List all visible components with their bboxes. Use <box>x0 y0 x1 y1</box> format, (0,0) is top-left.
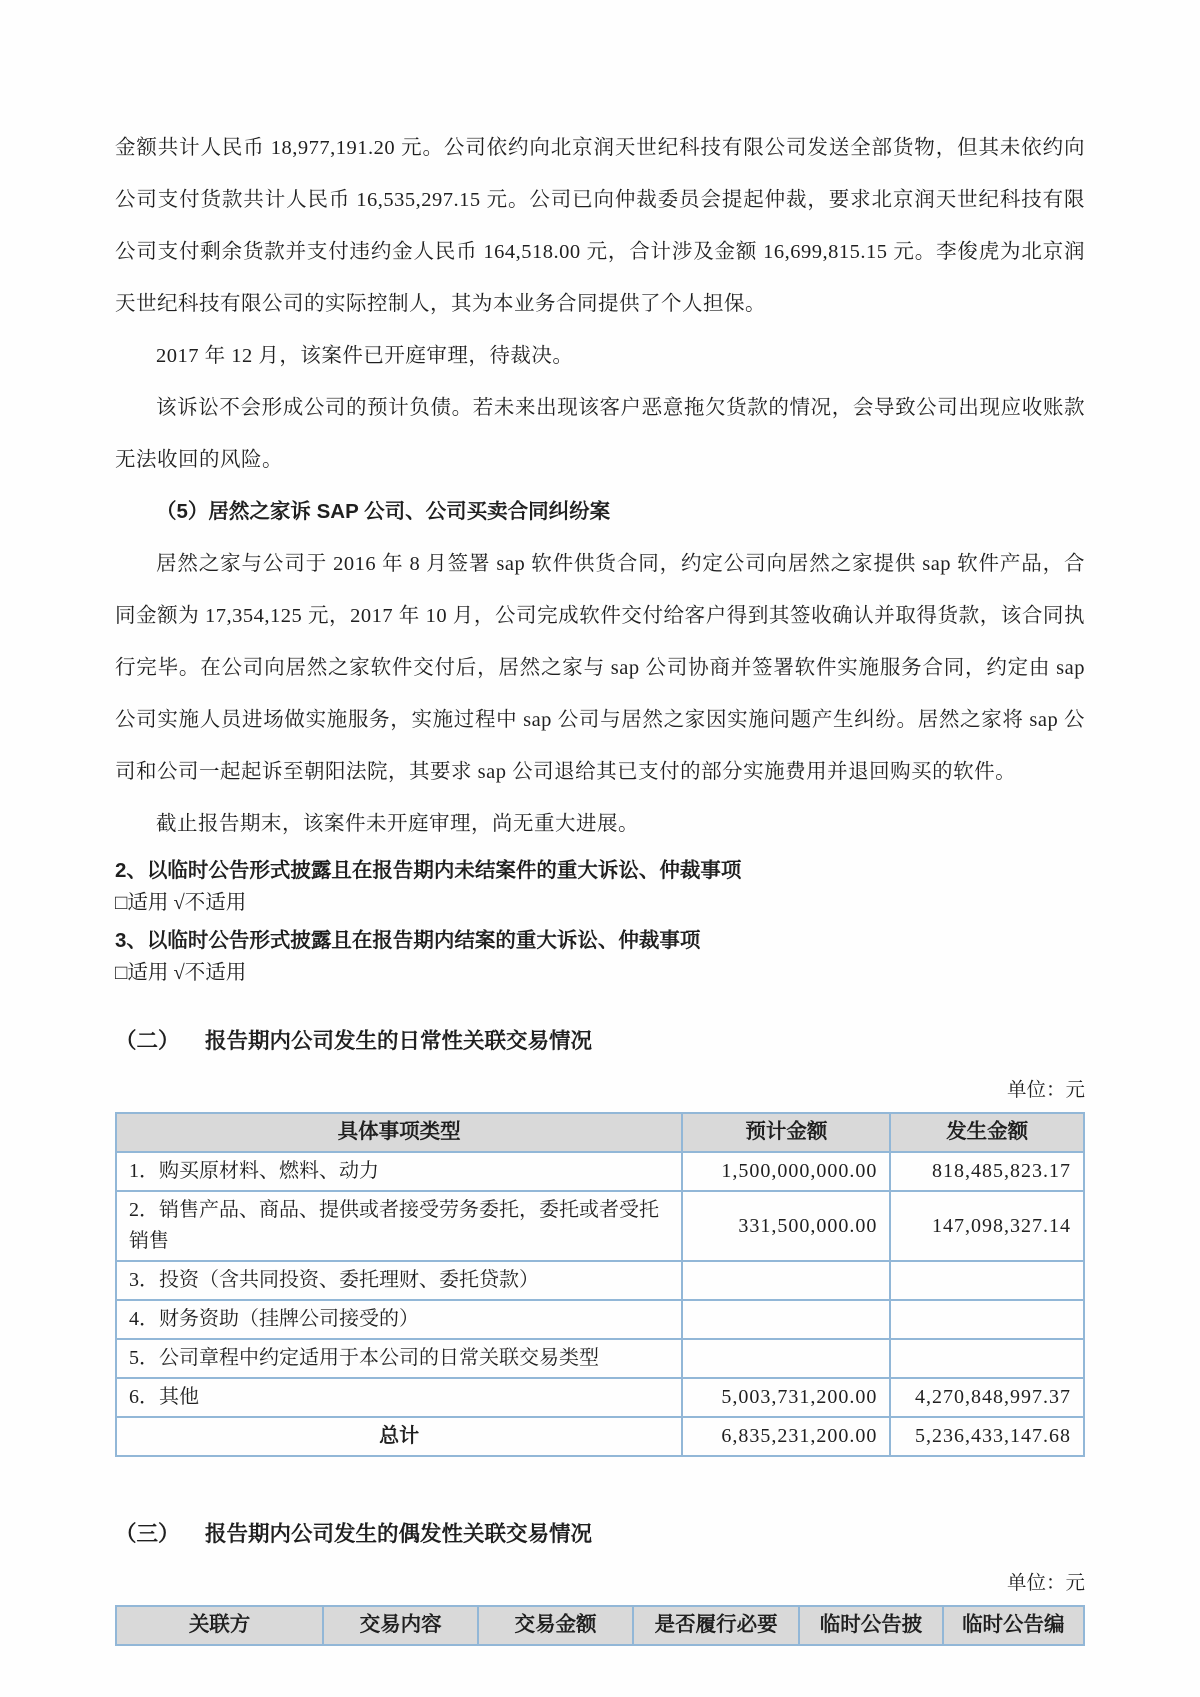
cell-expected-amount: 1,500,000,000.00 <box>682 1152 890 1191</box>
cell-type: 4．财务资助（挂牌公司接受的） <box>116 1300 682 1339</box>
column-header-announcement-number: 临时公告编 <box>943 1606 1084 1645</box>
column-header-transaction-amount: 交易金额 <box>478 1606 633 1645</box>
cell-type: 2．销售产品、商品、提供或者接受劳务委托，委托或者受托销售 <box>116 1191 682 1261</box>
column-header-transaction-content: 交易内容 <box>323 1606 478 1645</box>
incidental-transactions-table <box>115 1605 1085 1646</box>
table-header-row <box>116 1606 1084 1645</box>
daily-transactions-table <box>115 1112 1085 1457</box>
table-row <box>116 1152 1084 1191</box>
column-header-expected: 预计金额 <box>682 1113 890 1152</box>
table-row <box>116 1300 1084 1339</box>
unit-label: 单位：元 <box>1006 1080 1085 1101</box>
cell-type: 3．投资（含共同投资、委托理财、委托贷款） <box>116 1261 682 1300</box>
section-daily-heading <box>115 1026 1085 1056</box>
section-number: （二） <box>115 1029 180 1053</box>
section-number: （三） <box>115 1522 180 1546</box>
cell-total-label: 总计 <box>116 1417 682 1456</box>
cell-actual-amount <box>890 1261 1084 1300</box>
paragraph-case5-body: 居然之家与公司于 2016 年 8 月签署 sap 软件供货合同，约定公司向居然之家提供 sap 软件产品，合同金额为 17,354,125 元，2017 年 10 月，公司完成软件交付给客户得到其签收确认并取得货款，该合同执行完毕。在公司向居然之家软件交付后，居然之家与 sap 公司协商并签署软件实施服务合同，约定由 sap 公司实施人员进场做实施服务，实施过程中 sap 公司与居然之家因实施问题产生纠纷。居然之家将 sap 公司和公司一起起诉至朝阳法院，其要求 sap 公司退给其已支付的部分实施费用并退回购买的软件。 <box>115 553 1085 783</box>
cell-type: 1．购买原材料、燃料、动力 <box>116 1152 682 1191</box>
paragraph-continuation: 金额共计人民币 18,977,191.20 元。公司依约向北京润天世纪科技有限公司发送全部货物，但其未依约向公司支付货款共计人民币 16,535,297.15 元。公司已向仲裁委员会提起仲裁，要求北京润天世纪科技有限公司支付剩余货款并支付违约金人民币 164,518.00 元，合计涉及金额 16,699,815.15 元。李俊虎为北京润天世纪科技有限公司的实际控制人，其为本业务合同提供了个人担保。 <box>115 137 1085 315</box>
column-header-announcement-disclosure: 临时公告披 <box>799 1606 942 1645</box>
paragraph-hearing-status: 2017 年 12 月，该案件已开庭审理，待裁决。 <box>156 345 574 367</box>
cell-expected-amount <box>682 1300 890 1339</box>
item3-applicability: □适用 √不适用 <box>115 962 247 984</box>
cell-expected-amount <box>682 1339 890 1378</box>
table-row <box>116 1191 1084 1261</box>
column-header-type: 具体事项类型 <box>116 1113 682 1152</box>
column-header-necessary-procedure: 是否履行必要 <box>633 1606 799 1645</box>
total-row <box>116 1417 1084 1456</box>
paragraph-litigation-risk: 该诉讼不会形成公司的预计负债。若未来出现该客户恶意拖欠货款的情况，会导致公司出现应收账款无法收回的风险。 <box>115 397 1085 471</box>
section-title: 报告期内公司发生的偶发性关联交易情况 <box>205 1522 593 1546</box>
item3-heading: 3、以临时公告形式披露且在报告期内结案的重大诉讼、仲裁事项 <box>115 929 701 952</box>
column-header-related-party: 关联方 <box>116 1606 323 1645</box>
table-header-row <box>116 1113 1084 1152</box>
item2-applicability: □适用 √不适用 <box>115 892 247 914</box>
table-row <box>116 1339 1084 1378</box>
cell-total-actual: 5,236,433,147.68 <box>890 1417 1084 1456</box>
table-row <box>116 1261 1084 1300</box>
paragraph-case5-status: 截止报告期末，该案件未开庭审理，尚无重大进展。 <box>156 813 639 835</box>
unit-label: 单位：元 <box>1006 1573 1085 1594</box>
cell-actual-amount: 4,270,848,997.37 <box>890 1378 1084 1417</box>
cell-expected-amount: 5,003,731,200.00 <box>682 1378 890 1417</box>
table-row <box>116 1378 1084 1417</box>
cell-actual-amount: 818,485,823.17 <box>890 1152 1084 1191</box>
cell-actual-amount: 147,098,327.14 <box>890 1191 1084 1261</box>
cell-type: 6．其他 <box>116 1378 682 1417</box>
case5-heading: （5）居然之家诉 SAP 公司、公司买卖合同纠纷案 <box>156 500 611 523</box>
cell-expected-amount: 331,500,000.00 <box>682 1191 890 1261</box>
cell-actual-amount <box>890 1339 1084 1378</box>
section-incidental-heading <box>115 1519 1085 1549</box>
column-header-actual: 发生金额 <box>890 1113 1084 1152</box>
cell-type: 5．公司章程中约定适用于本公司的日常关联交易类型 <box>116 1339 682 1378</box>
cell-actual-amount <box>890 1300 1084 1339</box>
section-title: 报告期内公司发生的日常性关联交易情况 <box>205 1029 593 1053</box>
cell-total-expected: 6,835,231,200.00 <box>682 1417 890 1456</box>
cell-expected-amount <box>682 1261 890 1300</box>
item2-heading: 2、以临时公告形式披露且在报告期内未结案件的重大诉讼、仲裁事项 <box>115 859 742 882</box>
